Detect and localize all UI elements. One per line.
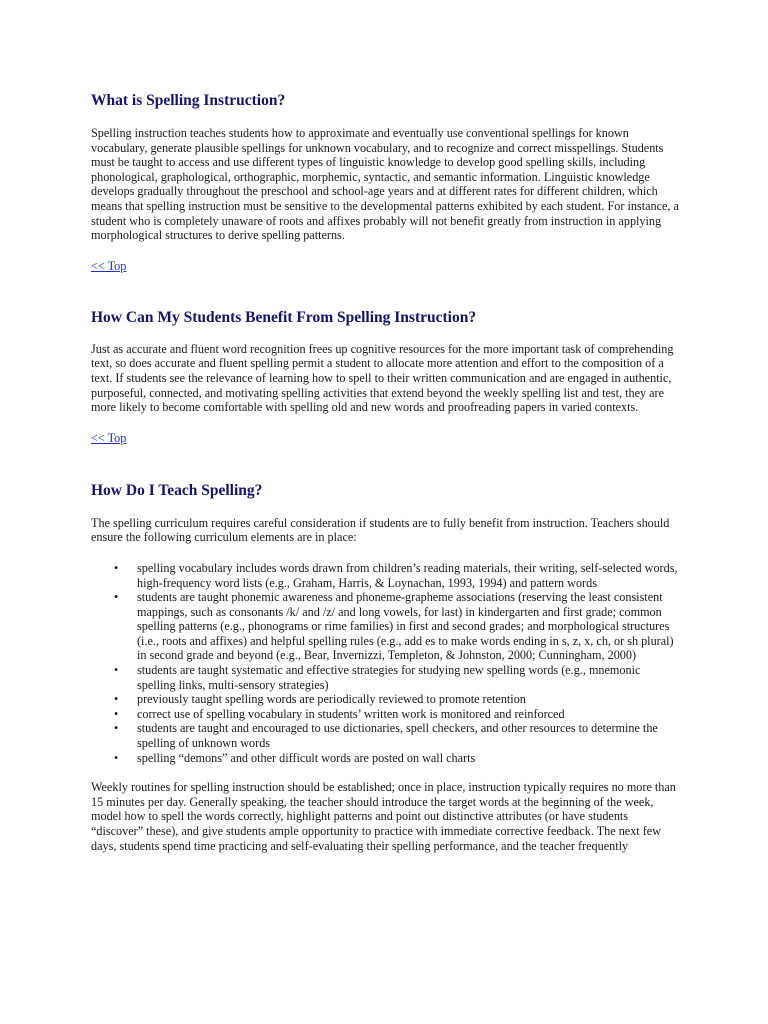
section-paragraph: Weekly routines for spelling instruction should be established; once in place, instruction typically requires no more than 15 minutes per day. Generally speaking, the teacher should introduce the target words at the beginning of the week, model how to spell the words correctly, highlight patterns and point out distinctive attributes (or have students “discover” these), and give students ample opportunity to practice with immediate corrective feedback. The next few days, students spend time practicing and self-evaluating their spelling performance, and the teacher frequently — [91, 780, 676, 853]
section-heading-what-is-spelling-instruction: What is Spelling Instruction? — [91, 92, 286, 109]
back-to-top-link[interactable]: << Top — [91, 430, 127, 445]
document-page — [91, 90, 679, 853]
list-item: • students are taught systematic and effective strategies for studying new spelling words (e.g., mnemonic spelling links, multi-sensory strategies) — [91, 663, 679, 692]
list-item: • correct use of spelling vocabulary in students’ written work is monitored and reinforced — [91, 707, 679, 722]
list-item: • spelling “demons” and other difficult words are posted on wall charts — [91, 751, 679, 766]
section-paragraph: The spelling curriculum requires careful consideration if students are to fully benefit from instruction. Teachers should ensure the following curriculum elements are in place: — [91, 515, 670, 545]
section-heading-benefit-from-spelling-instruction: How Can My Students Benefit From Spelling Instruction? — [91, 308, 477, 326]
list-item: • students are taught phonemic awareness and phoneme-grapheme associations (reserving the least consistent mappings, such as consonants /k/ and /z/ and long vowels, for last) in kindergarten and first grade; common spelling patterns (e.g., phonograms or rime families) in first and second grades; and morphological structures (i.e., roots and affixes) and helpful spelling rules (e.g., add es to make words ending in s, z, x, ch, or sh plural) in second grade and beyond (e.g., Bear, Invernizzi, Templeton, & Johnston, 2000; Cunningham, 2000) — [91, 590, 679, 663]
list-item: • students are taught and encouraged to use dictionaries, spell checkers, and other resources to determine the spelling of unknown words — [91, 721, 679, 750]
back-to-top-link[interactable]: << Top — [91, 258, 127, 273]
list-item: • spelling vocabulary includes words drawn from children’s reading materials, their writing, self-selected words, high-frequency word lists (e.g., Graham, Harris, & Loynachan, 1993, 1994) and pattern words — [91, 561, 679, 590]
section-heading-how-do-i-teach-spelling: How Do I Teach Spelling? — [91, 481, 263, 499]
list-item: • previously taught spelling words are periodically reviewed to promote retention — [91, 692, 679, 707]
section-paragraph: Just as accurate and fluent word recognition frees up cognitive resources for the more important task of comprehending text, so does accurate and fluent spelling permit a student to allocate more attention and effort to the composition of a text. If students see the relevance of learning how to spell to their written communication and are engaged in authentic, purposeful, connected, and motivating spelling activities that extend beyond the weekly spelling list and test, they are more likely to become comfortable with spelling old and new words and proofreading papers in varied contexts. — [91, 341, 674, 415]
curriculum-elements-list — [91, 561, 679, 765]
section-paragraph: Spelling instruction teaches students how to approximate and eventually use conventional spellings for known vocabulary, generate plausible spellings for unknown vocabulary, and to recognize and correct misspellings. Students must be taught to access and use different types of linguistic knowledge to develop good spelling skills, including phonological, graphological, orthographic, morphemic, syntactic, and semantic information. Linguistic knowledge develops gradually throughout the preschool and school-age years and at different rates for different children, which means that spelling instruction must be sensitive to the developmental patterns exhibited by each student. For instance, a student who is completely unaware of roots and affixes probably will not benefit greatly from instruction in applying morphological structures to derive spelling patterns. — [91, 126, 679, 243]
